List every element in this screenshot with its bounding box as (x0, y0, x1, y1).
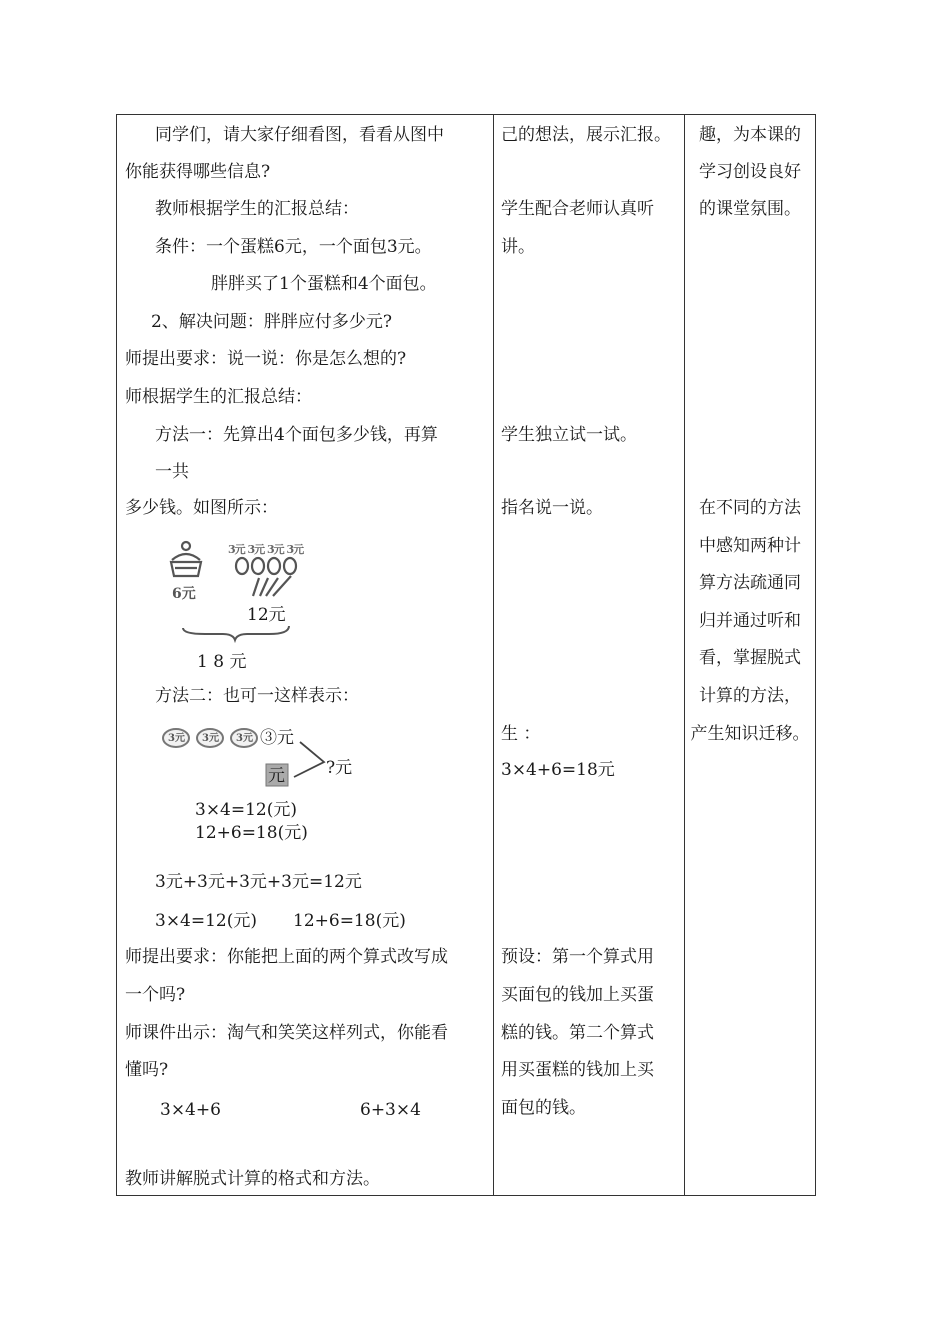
col1-line: 教师根据学生的汇报总结： (155, 199, 359, 219)
col2-line: 学生独立试一试。 (501, 425, 637, 445)
col3-line: 计算的方法， (699, 686, 801, 706)
col3-line: 趣，为本课的 (699, 125, 801, 145)
col3-line: 归并通过听和 (699, 611, 801, 631)
col3-line: 中感知两种计 (699, 536, 801, 556)
col2-line: 用买蛋糕的钱加上买 (501, 1060, 654, 1080)
coin-label: 3元 (168, 733, 185, 744)
col3-line: 算方法疏通同 (699, 573, 801, 593)
col1-line: 懂吗? (125, 1060, 169, 1080)
col2-line: 生 ： (501, 724, 541, 744)
cake-price-label: 6元 (172, 586, 196, 602)
col1-line: 多少钱。如图所示： (125, 498, 278, 518)
circled-coin-label: ③元 (260, 728, 294, 748)
col1-line: 师提出要求：说一说：你是怎么想的? (125, 349, 407, 369)
cake-icon (171, 542, 201, 576)
col2-line: 指名说一说。 (501, 498, 603, 518)
col3-line: 在不同的方法 (699, 498, 801, 518)
col1-line: 同学们，请大家仔细看图，看看从图中 (155, 125, 444, 145)
col1-line: 一共 (155, 462, 189, 482)
equation: 3×4=12(元) (155, 911, 258, 931)
col1-line: 条件：一个蛋糕6元，一个面包3元。 (155, 237, 432, 257)
col2-line: 糕的钱。第二个算式 (501, 1023, 654, 1043)
bread-price-labels: 3元 3元 3元 3元 (228, 543, 304, 556)
col1-line: 师提出要求：你能把上面的两个算式改写成 (125, 947, 448, 967)
col1-line: 师课件出示：淘气和笑笑这样列式，你能看 (125, 1023, 448, 1043)
brace-icon (183, 626, 289, 640)
col1-line: 方法一：先算出4个面包多少钱，再算 (155, 425, 438, 445)
col3-line: 看，掌握脱式 (699, 648, 801, 668)
col1-line: 胖胖买了1个蛋糕和4个面包。 (211, 274, 437, 294)
col2-line: 己的想法，展示汇报。 (501, 125, 671, 145)
grand-total-label: 1 8 元 (197, 652, 247, 672)
col2-line: 3×4+6=18元 (501, 760, 615, 780)
boxed-label: 元 (268, 766, 285, 786)
arrow-icon (294, 742, 324, 777)
col1-line: 2、解决问题：胖胖应付多少元? (151, 312, 392, 332)
column-divider-1 (493, 115, 494, 1195)
col3-line: 学习创设良好 (699, 162, 801, 182)
coin-label: 3元 (202, 733, 219, 744)
col2-line: 学生配合老师认真听 (501, 199, 654, 219)
question-label: ?元 (326, 758, 353, 778)
col3-line: 的课堂氛围。 (699, 199, 801, 219)
col2-line: 买面包的钱加上买蛋 (501, 985, 654, 1005)
col2-line: 预设：第一个算式用 (501, 947, 654, 967)
bread-total-label: 12元 (247, 605, 286, 625)
equation: 12+6=18(元) (195, 823, 308, 843)
equation: 3元+3元+3元+3元=12元 (155, 872, 362, 892)
coin-label: 3元 (236, 733, 253, 744)
expression: 6+3×4 (360, 1100, 421, 1120)
equation: 12+6=18(元) (293, 911, 406, 931)
col1-line: 教师讲解脱式计算的格式和方法。 (125, 1169, 380, 1189)
expression: 3×4+6 (160, 1100, 221, 1120)
col2-line: 面包的钱。 (501, 1098, 586, 1118)
equation: 3×4=12(元) (195, 800, 298, 820)
col1-line: 你能获得哪些信息? (125, 162, 271, 182)
col3-line: 产生知识迁移。 (690, 724, 810, 744)
bread-icons (236, 558, 296, 596)
col2-line: 讲。 (501, 237, 535, 257)
col1-line: 一个吗? (125, 985, 186, 1005)
col1-line: 师根据学生的汇报总结： (125, 387, 312, 407)
col1-line: 方法二：也可一这样表示： (155, 686, 359, 706)
